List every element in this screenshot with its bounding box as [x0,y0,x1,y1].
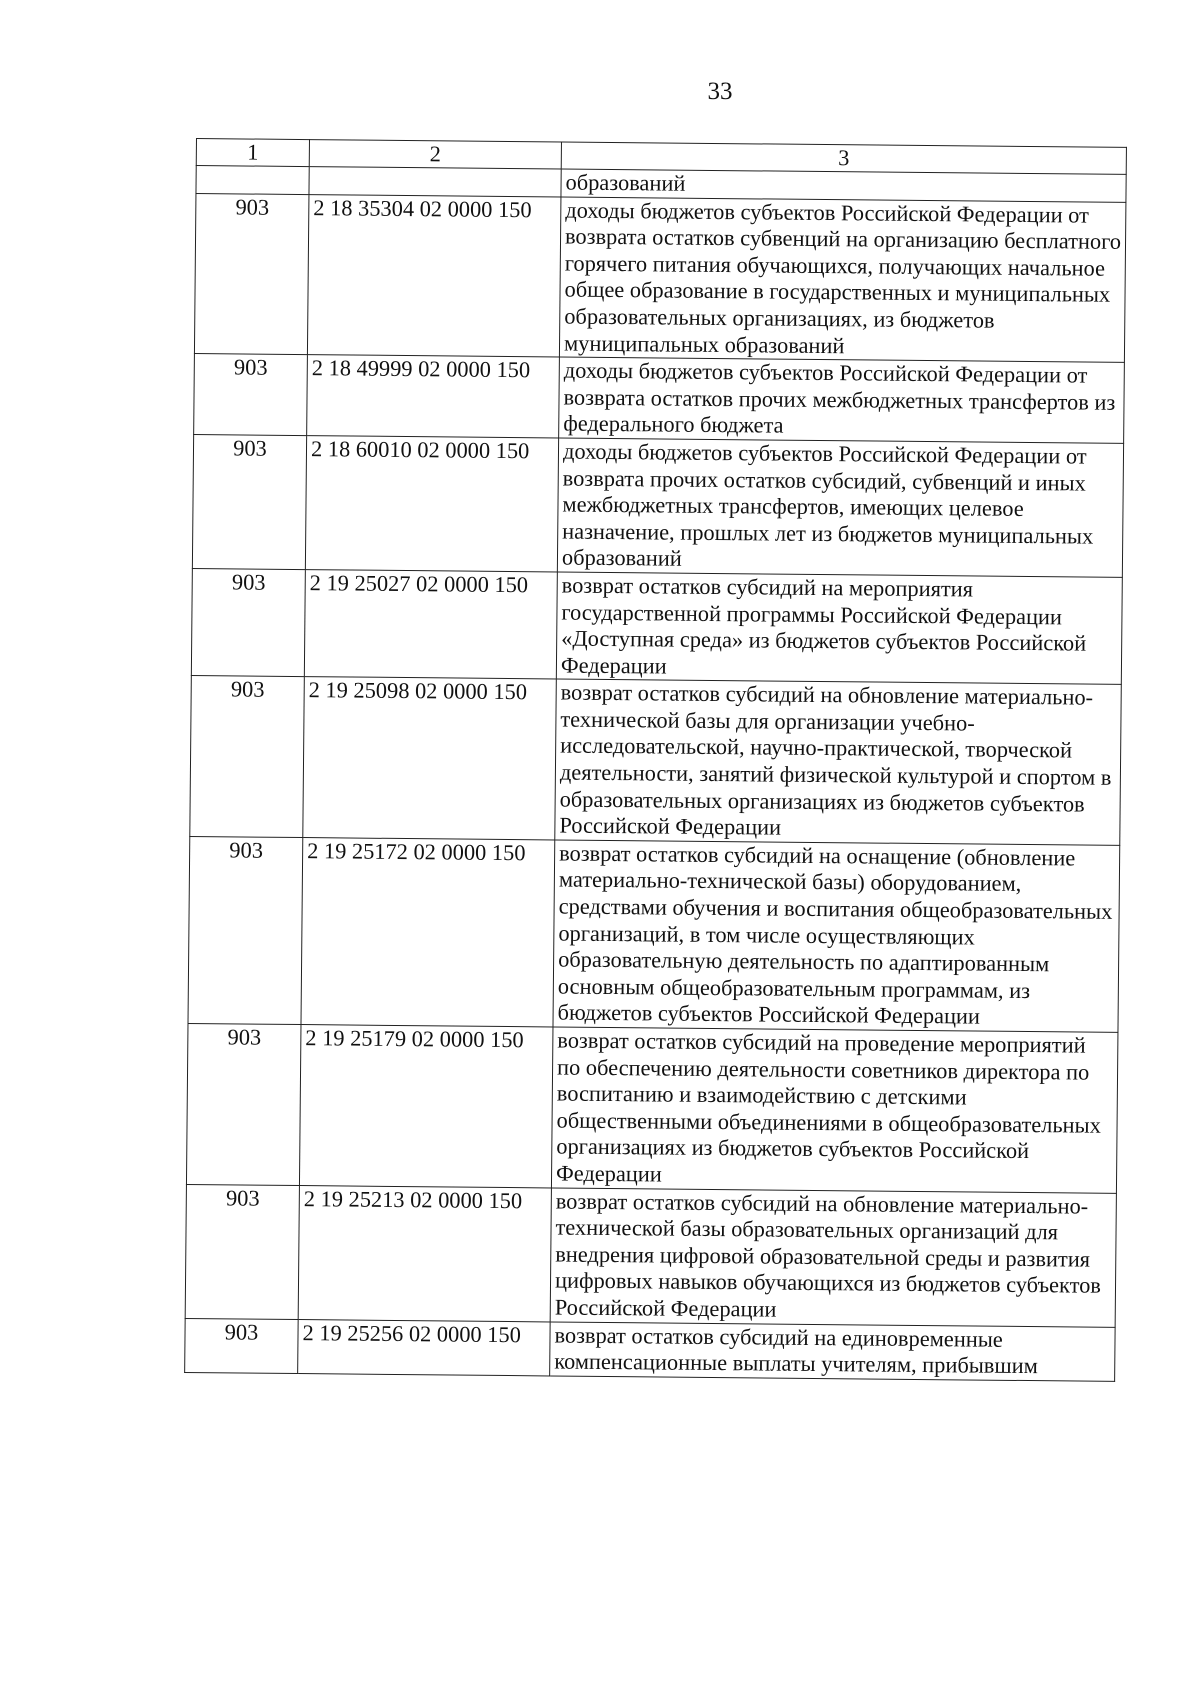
budget-code-cell [309,167,561,197]
page-number: 33 [707,78,733,105]
income-name-cell: образований [561,169,1126,202]
admin-code-cell: 903 [188,836,303,1024]
table-row [186,1023,1117,1192]
budget-code-cell: 2 18 35304 02 0000 150 [307,194,561,357]
budget-code-cell: 2 19 25213 02 0000 150 [298,1185,551,1321]
income-name-cell: возврат остатков субсидий на обновление материально-технической базы для организации учебно-исследовательской, научно-практической, творческой деятельности, занятий физической культурой и спортом в образовательных организациях из бюджетов субъектов Российской Федерации [555,679,1122,845]
admin-code-cell: 903 [190,676,305,838]
admin-code-cell: 903 [191,568,305,676]
table-row [185,1184,1116,1327]
budget-code-cell: 2 19 25172 02 0000 150 [301,837,555,1027]
admin-code-cell: 903 [194,193,309,355]
admin-code-cell: 903 [194,354,308,436]
income-name-cell: доходы бюджетов субъектов Российской Федерации от возврата остатков субвенций на организацию бесплатного горячего питания обучающихся, получающих начальное общее образование в государственных и муниципальных образовательных организациях, из бюджетов муниципальных образований [559,197,1126,363]
admin-code-cell: 903 [186,1023,301,1185]
budget-code-cell: 2 19 25027 02 0000 150 [304,569,557,679]
budget-code-cell: 2 19 25098 02 0000 150 [303,677,557,840]
admin-code-cell: 903 [185,1184,299,1319]
table-row [192,434,1123,577]
table-row [194,354,1125,444]
income-name-cell: возврат остатков субсидий на оснащение (обновление материально-технической базы) оборудованием, средствами обучения и воспитания общеобразовательных организаций, в том числе осуществляющих образовательную деятельность по адаптированным основным общеобразовательным программам, из бюджетов субъектов Российской Федерации [553,840,1120,1033]
income-name-cell: доходы бюджетов субъектов Российской Федерации от возврата остатков прочих межбюджетных трансфертов из федерального бюджета [559,357,1125,443]
budget-code-cell: 2 18 60010 02 0000 150 [305,436,558,572]
income-name-cell: возврат остатков субсидий на проведение мероприятий по обеспечению деятельности советников директора по воспитанию и взаимодействию с детскими общественными объединениями в общеобразовательных организациях из бюджетов субъектов Российской Федерации [551,1027,1118,1193]
income-name-cell: доходы бюджетов субъектов Российской Федерации от возврата прочих остатков субсидий, субвенций и иных межбюджетных трансфертов, имеющих целевое назначение, прошлых лет из бюджетов муниципальных образований [557,438,1123,577]
budget-code-cell: 2 19 25179 02 0000 150 [299,1025,553,1188]
income-name-cell: возврат остатков субсидий на единовременные компенсационные выплаты учителям, прибывшим [550,1321,1115,1381]
admin-code-cell [196,166,309,195]
table-body [185,139,1127,1382]
budget-code-cell: 2 19 25256 02 0000 150 [298,1319,551,1376]
column-number-3: 3 [561,142,1126,174]
income-name-cell: возврат остатков субсидий на обновление материально-технической базы образовательных организаций для внедрения цифровой образовательной среды и развития цифровых навыков обучающихся из бюджетов субъектов Российской Федерации [550,1188,1116,1327]
table-row [188,836,1120,1032]
budget-code-table-wrapper [184,138,1126,1382]
table-row [190,676,1121,845]
column-number-2: 2 [309,140,561,169]
column-number-1: 1 [196,139,309,167]
admin-code-cell: 903 [192,434,306,569]
table-row [185,1318,1115,1381]
admin-code-cell: 903 [185,1318,299,1373]
budget-code-cell: 2 18 49999 02 0000 150 [307,355,560,438]
table-row [191,568,1122,684]
budget-code-table [184,138,1127,1382]
income-name-cell: возврат остатков субсидий на мероприятия государственной программы Российской Федерации «Доступная среда» из бюджетов субъектов Российской Федерации [556,572,1122,685]
table-row [194,193,1125,362]
